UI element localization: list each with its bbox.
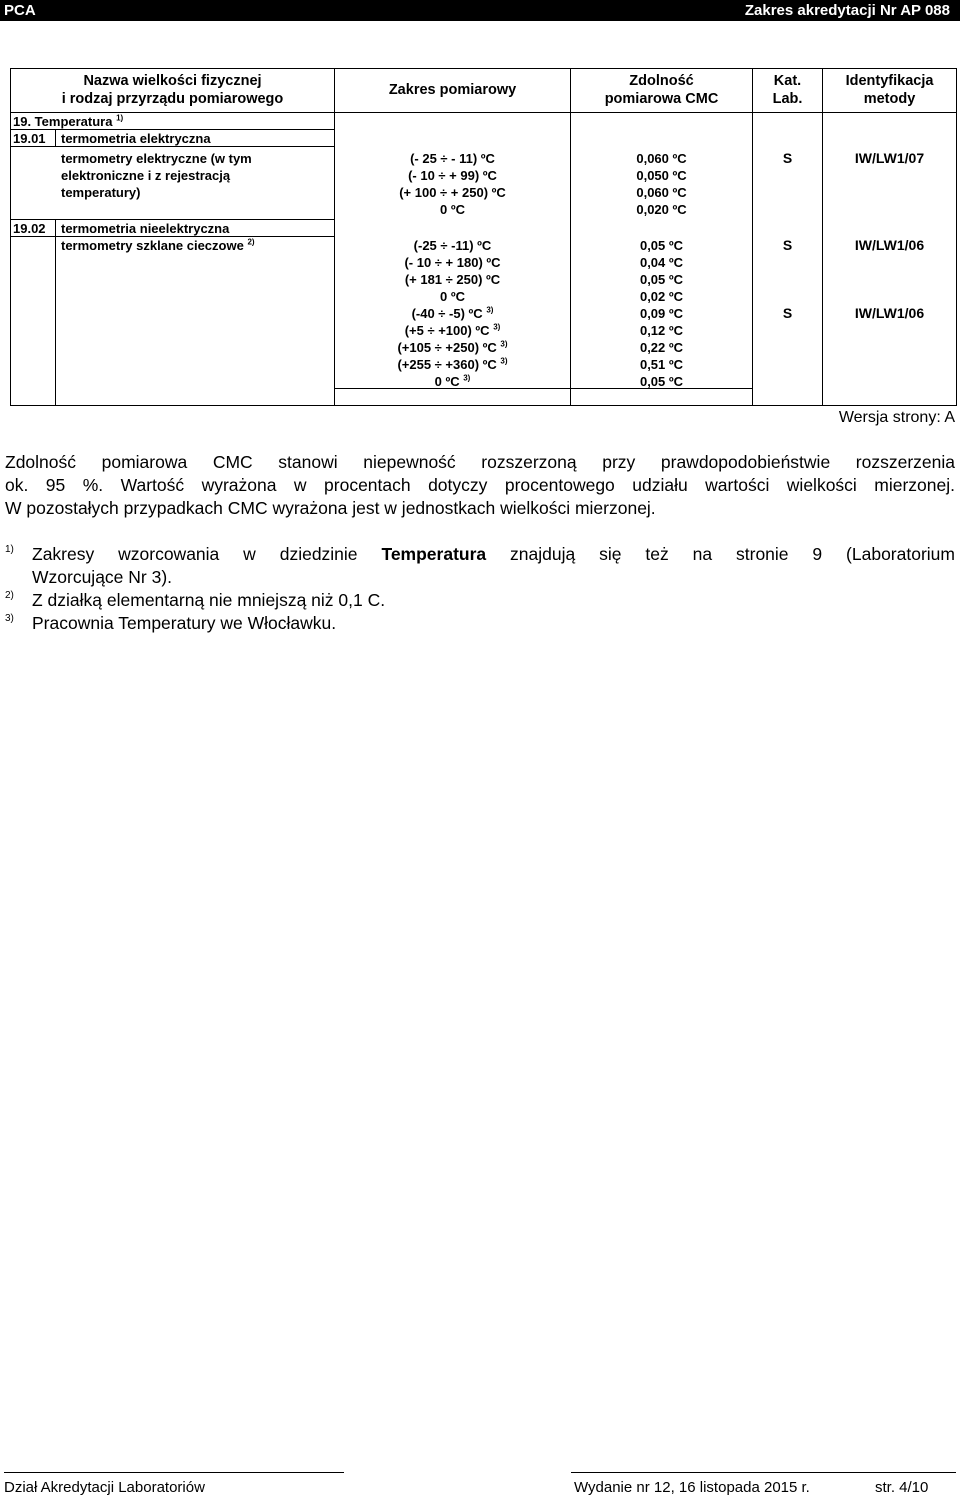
footnote-1: Zakresy wzorcowania w dziedzinie Temperatura znajdują się też na stronie 9 (Laboratorium Wzorcujące Nr 3).: [32, 544, 955, 587]
footer-page-number: str. 4/10: [875, 1479, 929, 1496]
sub2-ranges-b: (-40 ÷ -5) ºC $^{3)}$ (+5 ÷ +100) ºC $^{3)}$ (+105 ÷ +250) ºC $^{3)}$ (+255 ÷ +360) ºC $^{3)}$ 0 ºC $^{3)}$: [397, 305, 508, 389]
footer-rule-left: [4, 1472, 344, 1473]
sub2-code: 19.02: [13, 221, 46, 236]
header-title: Zakres akredytacji Nr AP 088: [744, 2, 950, 19]
footer-rule-right: [571, 1472, 956, 1473]
sub2-kat-a: S: [782, 237, 793, 253]
sub1-method-id: IW/LW1/07: [854, 150, 925, 166]
table-top-border: [10, 68, 957, 69]
sub1-code: 19.01: [13, 131, 46, 146]
footnote-2: Z działką elementarną nie mniejszą niż 0,1 C.: [32, 590, 386, 610]
footnote-3-number: 3): [5, 613, 14, 624]
section-title: 19. Temperatura $^{1)}$: [13, 113, 124, 129]
sub1-description: termometry elektryczne (w tym elektroniczne i z rejestracją temperatury): [61, 151, 252, 200]
sub2-cmc-a: 0,05 ºC 0,04 ºC 0,05 ºC 0,02 ºC: [639, 238, 684, 304]
footnote-1-number: 1): [5, 544, 14, 555]
sub1-cmc: 0,060 ºC 0,050 ºC 0,060 ºC 0,020 ºC: [636, 151, 687, 217]
sub2-description: termometry szklane cieczowe $^{2)}$: [61, 237, 255, 253]
col-header-name: Nazwa wielkości fizycznej i rodzaj przyrządu pomiarowego: [61, 73, 284, 107]
sub1-ranges: (- 25 ÷ - 11) ºC (- 10 ÷ + 99) ºC (+ 100 ÷ + 250) ºC 0 ºC: [399, 151, 506, 217]
sub1-title: termometria elektryczna: [61, 131, 211, 146]
table-left-border: [10, 68, 11, 406]
col-header-cmc: Zdolność pomiarowa CMC: [604, 73, 719, 107]
header-row-line: [10, 112, 957, 113]
cmc-explanation: Zdolność pomiarowa CMC stanowi niepewność rozszerzoną przy prawdopodobieństwie rozszerzenia ok. 95 %. Wartość wyrażona w procentach dotyczy procentowego udziału wartości wielkości mierzonej. W pozostałych przypadkach CMC wyrażona jest w jednostkach wielkości mierzonej.: [5, 452, 955, 518]
sub2-method-id-b: IW/LW1/06: [854, 305, 925, 321]
col-header-range: Zakres pomiarowy: [388, 82, 517, 98]
footer-department: Dział Akredytacji Laboratoriów: [4, 1479, 205, 1496]
code-sep: [55, 130, 56, 147]
sub2-ranges-a: (-25 ÷ -11) ºC (- 10 ÷ + 180) ºC (+ 181 ÷ 250) ºC 0 ºC: [404, 238, 501, 304]
footnote-2-number: 2): [5, 590, 14, 601]
code-sep: [55, 220, 56, 406]
sub2-cmc-b: 0,09 ºC 0,12 ºC 0,22 ºC 0,51 ºC 0,05 ºC: [639, 306, 684, 389]
table-right-border: [956, 68, 957, 406]
footnote-3: Pracownia Temperatury we Włocławku.: [32, 613, 337, 633]
col-header-kat: Kat. Lab.: [772, 73, 803, 107]
sub2-title: termometria nieelektryczna: [61, 221, 230, 236]
footer-edition: Wydanie nr 12, 16 listopada 2015 r.: [574, 1479, 810, 1496]
sub2-method-id-a: IW/LW1/06: [854, 237, 925, 253]
col-header-id: Identyfikacja metody: [845, 73, 934, 107]
table-bottom-border: [10, 405, 957, 406]
header-org: PCA: [4, 2, 36, 19]
page-version: Wersja strony: A: [838, 409, 955, 426]
sub1-kat: S: [782, 150, 793, 166]
sub2-kat-b: S: [782, 305, 793, 321]
